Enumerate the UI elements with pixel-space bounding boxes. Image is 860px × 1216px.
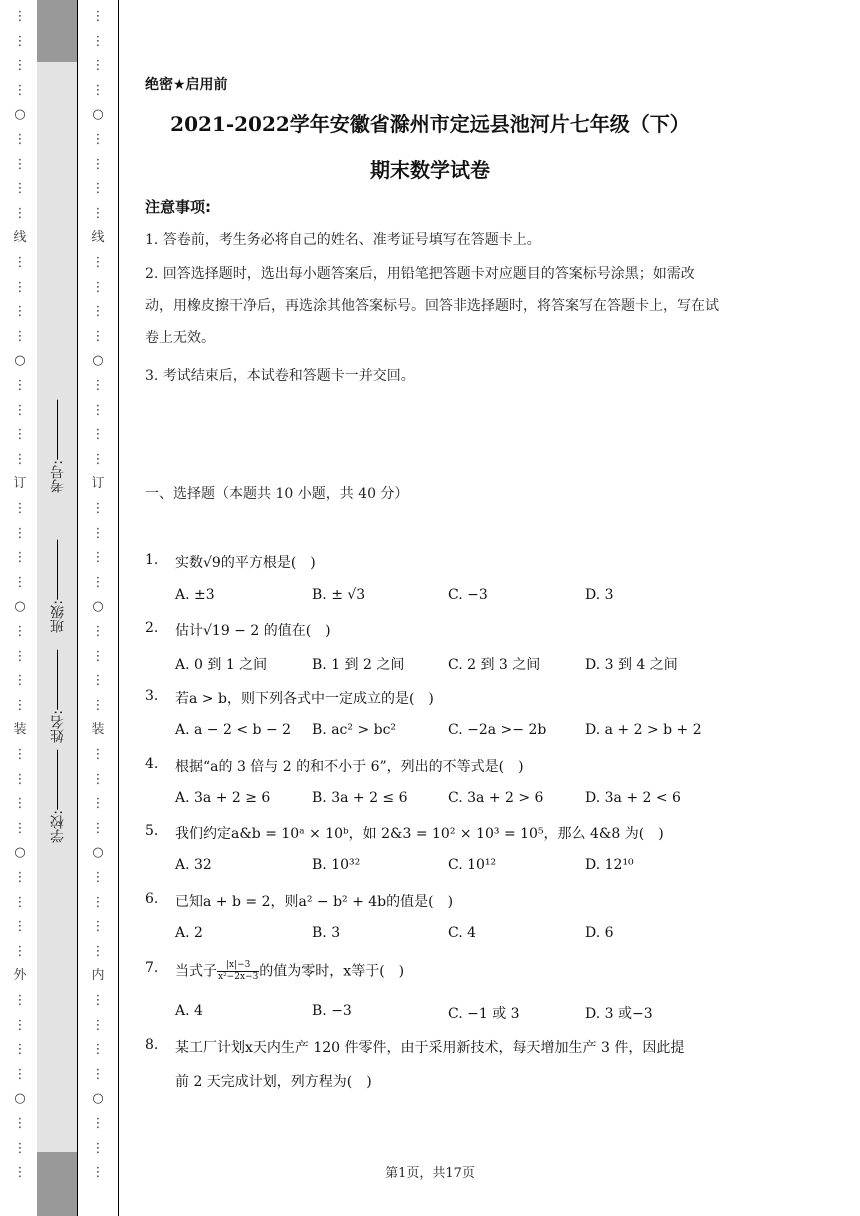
binding-mark: ⋮ bbox=[91, 9, 105, 24]
question-number: 5. bbox=[145, 823, 159, 839]
binding-mark: ⋮ bbox=[13, 156, 27, 172]
binding-mark: ⋮ bbox=[91, 58, 105, 74]
question-stem-line2: 前 2 天完成计划，列方程为( ) bbox=[175, 1074, 372, 1090]
binding-mark: 线 bbox=[13, 230, 27, 246]
binding-mark: ⋮ bbox=[91, 328, 105, 344]
binding-mark: ⋮ bbox=[91, 279, 105, 295]
binding-mark: ○ bbox=[14, 353, 26, 369]
binding-mark: ⋮ bbox=[13, 673, 27, 689]
binding-mark: ⋮ bbox=[13, 894, 27, 910]
binding-mark: ⋮ bbox=[91, 747, 105, 762]
notice-heading: 注意事项: bbox=[145, 198, 211, 216]
option-a: A. 0 到 1 之间 bbox=[175, 657, 268, 673]
binding-mark: ⋮ bbox=[91, 1017, 105, 1033]
binding-mark: ⋮ bbox=[91, 501, 105, 516]
binding-mark: ⋮ bbox=[13, 427, 27, 443]
question-stem: 我们约定a&b = 10ᵃ × 10ᵇ，如 2&3 = 10² × 10³ = 10⁵，那么 4&8 为( ) bbox=[175, 826, 664, 842]
option-a: A. 4 bbox=[175, 1003, 203, 1019]
strip-line-2 bbox=[77, 0, 78, 1216]
binding-mark: ⋮ bbox=[13, 1066, 27, 1082]
name-field bbox=[48, 650, 68, 743]
binding-mark: ⋮ bbox=[13, 1140, 27, 1156]
binding-mark: ⋮ bbox=[13, 820, 27, 836]
exam-title-line1: 2021-2022学年安徽省滁州市定远县池河片七年级（下） bbox=[170, 112, 690, 136]
binding-mark: ⋮ bbox=[91, 156, 105, 172]
binding-mark: ⋮ bbox=[13, 919, 27, 935]
binding-mark: ⋮ bbox=[91, 894, 105, 910]
option-c: C. −1 或 3 bbox=[448, 1006, 520, 1022]
option-a: A. ±3 bbox=[175, 587, 215, 603]
option-d: D. 3 bbox=[585, 587, 614, 603]
binding-mark: ⋮ bbox=[13, 1116, 27, 1131]
class-label: 班级: bbox=[50, 600, 66, 633]
binding-mark: ⋮ bbox=[13, 501, 27, 516]
binding-mark: ⋮ bbox=[91, 624, 105, 639]
school-field bbox=[48, 750, 68, 843]
option-c: C. 3a + 2 > 6 bbox=[448, 790, 544, 806]
fraction-numerator: |x|−3 bbox=[217, 960, 259, 972]
binding-mark: ⋮ bbox=[13, 796, 27, 812]
binding-mark: ⋮ bbox=[91, 574, 105, 590]
binding-mark: ⋮ bbox=[91, 1140, 105, 1156]
binding-mark: ⋮ bbox=[13, 451, 27, 467]
stem-after: 的值为零时，x等于( ) bbox=[259, 963, 405, 980]
binding-mark: ⋮ bbox=[13, 870, 27, 885]
option-a: A. a − 2 < b − 2 bbox=[175, 722, 292, 738]
option-c: C. −2a >− 2b bbox=[448, 722, 547, 738]
option-b: B. −3 bbox=[312, 1003, 352, 1019]
question-stem: 已知a + b = 2，则a² − b² + 4b的值是( ) bbox=[175, 894, 454, 910]
binding-mark: ⋮ bbox=[13, 1042, 27, 1058]
binding-mark: 内 bbox=[91, 968, 105, 984]
binding-mark: ⋮ bbox=[13, 648, 27, 664]
question-stem: 估计√19 − 2 的值在( ) bbox=[175, 623, 331, 639]
binding-mark: ⋮ bbox=[13, 550, 27, 566]
question-stem: 若a > b，则下列各式中一定成立的是( ) bbox=[175, 691, 434, 707]
binding-mark: ○ bbox=[92, 845, 104, 861]
strip-line-3 bbox=[118, 0, 119, 1216]
binding-mark: ⋮ bbox=[13, 279, 27, 295]
question-stem: 实数√9的平方根是( ) bbox=[175, 555, 316, 571]
notice-item-2: 2. 回答选择题时，选出每小题答案后，用铅笔把答题卡对应题目的答案标号涂黑；如需改动，用橡皮擦干净后，再选涂其他答案标号。回答非选择题时，将答案写在答题卡上，写在试卷上无效。 bbox=[145, 266, 719, 346]
exam-number-label: 考号: bbox=[50, 460, 66, 493]
binding-mark: ⋮ bbox=[13, 993, 27, 1008]
binding-mark: ⋮ bbox=[13, 747, 27, 762]
binding-band-bottom-block bbox=[37, 1152, 77, 1216]
binding-mark: ○ bbox=[92, 599, 104, 615]
school-label: 学校: bbox=[50, 810, 66, 843]
binding-mark: ⋮ bbox=[91, 255, 105, 270]
binding-mark: ⋮ bbox=[91, 1042, 105, 1058]
question-stem: 根据“a的 3 倍与 2 的和不小于 6”，列出的不等式是( ) bbox=[175, 759, 524, 775]
question-number: 8. bbox=[145, 1037, 159, 1053]
binding-mark: ⋮ bbox=[91, 1066, 105, 1082]
binding-mark: 订 bbox=[13, 476, 27, 492]
binding-mark: ⋮ bbox=[13, 402, 27, 418]
binding-mark: ⋮ bbox=[13, 943, 27, 959]
option-b: B. ± √3 bbox=[312, 587, 366, 603]
option-b: B. 1 到 2 之间 bbox=[312, 657, 405, 673]
option-a: A. 32 bbox=[175, 857, 212, 873]
binding-mark: ⋮ bbox=[91, 550, 105, 566]
notice-item-1: 1. 答卷前，考生务必将自己的姓名、准考证号填写在答题卡上。 bbox=[145, 232, 541, 248]
option-b: B. 3a + 2 ≤ 6 bbox=[312, 790, 408, 806]
binding-mark: ⋮ bbox=[13, 82, 27, 98]
binding-mark: ⋮ bbox=[91, 771, 105, 787]
question-stem-line1: 某工厂计划x天内生产 120 件零件，由于采用新技术，每天增加生产 3 件，因此提 bbox=[175, 1040, 685, 1056]
question-number: 1. bbox=[145, 552, 159, 568]
binding-mark: ⋮ bbox=[91, 427, 105, 443]
binding-mark: 外 bbox=[13, 968, 27, 984]
binding-mark: 订 bbox=[91, 476, 105, 492]
option-c: C. −3 bbox=[448, 587, 488, 603]
question-number: 6. bbox=[145, 891, 159, 907]
option-d: D. a + 2 > b + 2 bbox=[585, 722, 702, 738]
binding-band-top-block bbox=[37, 0, 77, 62]
option-d: D. 3 或−3 bbox=[585, 1006, 653, 1022]
binding-mark: ○ bbox=[14, 599, 26, 615]
fraction bbox=[217, 960, 259, 983]
option-c: C. 4 bbox=[448, 925, 477, 941]
binding-mark: ⋮ bbox=[13, 574, 27, 590]
option-a: A. 3a + 2 ≥ 6 bbox=[175, 790, 271, 806]
binding-mark: ⋮ bbox=[91, 1116, 105, 1131]
binding-mark: ⋮ bbox=[13, 58, 27, 74]
option-d: D. 3a + 2 < 6 bbox=[585, 790, 681, 806]
binding-mark: ⋮ bbox=[91, 673, 105, 689]
option-d: D. 3 到 4 之间 bbox=[585, 657, 678, 673]
name-label: 姓名: bbox=[50, 710, 66, 743]
binding-mark: ⋮ bbox=[91, 697, 105, 713]
binding-mark: ⋮ bbox=[91, 648, 105, 664]
binding-mark: ⋮ bbox=[91, 451, 105, 467]
binding-mark: ⋮ bbox=[13, 1165, 27, 1181]
confidential-mark: 绝密★启用前 bbox=[145, 77, 228, 93]
exam-title-line2: 期末数学试卷 bbox=[370, 158, 490, 182]
binding-mark: ⋮ bbox=[91, 205, 105, 221]
binding-mark: ⋮ bbox=[13, 9, 27, 24]
option-d: D. 12¹⁰ bbox=[585, 857, 634, 873]
binding-mark: ⋮ bbox=[13, 304, 27, 320]
section-title: 一、选择题（本题共 10 小题，共 40 分） bbox=[145, 486, 409, 502]
binding-mark: ⋮ bbox=[91, 304, 105, 320]
option-a: A. 2 bbox=[175, 925, 203, 941]
binding-mark: ⋮ bbox=[13, 132, 27, 147]
binding-mark: 装 bbox=[91, 722, 105, 738]
binding-mark: ⋮ bbox=[91, 132, 105, 147]
binding-mark: ○ bbox=[14, 845, 26, 861]
question-number: 2. bbox=[145, 620, 159, 636]
binding-mark: ⋮ bbox=[13, 378, 27, 393]
option-d: D. 6 bbox=[585, 925, 614, 941]
binding-mark: ⋮ bbox=[13, 205, 27, 221]
binding-mark: ⋮ bbox=[91, 943, 105, 959]
question-number: 7. bbox=[145, 960, 159, 976]
binding-mark: ○ bbox=[14, 107, 26, 123]
binding-mark: ○ bbox=[14, 1091, 26, 1107]
option-b: B. 10³² bbox=[312, 857, 361, 873]
option-b: B. 3 bbox=[312, 925, 341, 941]
binding-mark: ⋮ bbox=[91, 993, 105, 1008]
question-stem bbox=[175, 960, 720, 983]
fraction-denominator: x²−2x−3 bbox=[218, 972, 259, 982]
binding-mark: ⋮ bbox=[13, 1017, 27, 1033]
page-number: 第1页，共17页 bbox=[385, 1166, 475, 1181]
binding-mark: ⋮ bbox=[13, 697, 27, 713]
notice-item-3: 3. 考试结束后，本试卷和答题卡一并交回。 bbox=[145, 368, 415, 384]
binding-mark: ⋮ bbox=[13, 771, 27, 787]
binding-mark: ⋮ bbox=[13, 328, 27, 344]
binding-mark: ⋮ bbox=[91, 402, 105, 418]
class-field bbox=[48, 540, 68, 633]
question-number: 4. bbox=[145, 756, 159, 772]
binding-mark: ⋮ bbox=[13, 624, 27, 639]
binding-mark: ⋮ bbox=[91, 82, 105, 98]
binding-mark: ⋮ bbox=[13, 525, 27, 541]
binding-mark: ⋮ bbox=[13, 255, 27, 270]
binding-mark: ○ bbox=[92, 353, 104, 369]
binding-mark: ⋮ bbox=[91, 870, 105, 885]
exam-number-field bbox=[48, 400, 68, 493]
binding-mark: ○ bbox=[92, 107, 104, 123]
binding-mark: ○ bbox=[92, 1091, 104, 1107]
option-c: C. 10¹² bbox=[448, 857, 497, 873]
binding-mark: ⋮ bbox=[91, 796, 105, 812]
binding-mark: ⋮ bbox=[91, 33, 105, 49]
binding-mark: 装 bbox=[13, 722, 27, 738]
binding-mark: 线 bbox=[91, 230, 105, 246]
option-c: C. 2 到 3 之间 bbox=[448, 657, 541, 673]
binding-mark: ⋮ bbox=[91, 919, 105, 935]
binding-mark: ⋮ bbox=[13, 181, 27, 197]
binding-mark: ⋮ bbox=[91, 525, 105, 541]
stem-before: 当式子 bbox=[175, 963, 217, 980]
binding-mark: ⋮ bbox=[13, 33, 27, 49]
binding-mark: ⋮ bbox=[91, 1165, 105, 1181]
option-b: B. ac² > bc² bbox=[312, 722, 397, 738]
binding-mark: ⋮ bbox=[91, 181, 105, 197]
binding-mark: ⋮ bbox=[91, 820, 105, 836]
question-number: 3. bbox=[145, 688, 159, 704]
binding-mark: ⋮ bbox=[91, 378, 105, 393]
